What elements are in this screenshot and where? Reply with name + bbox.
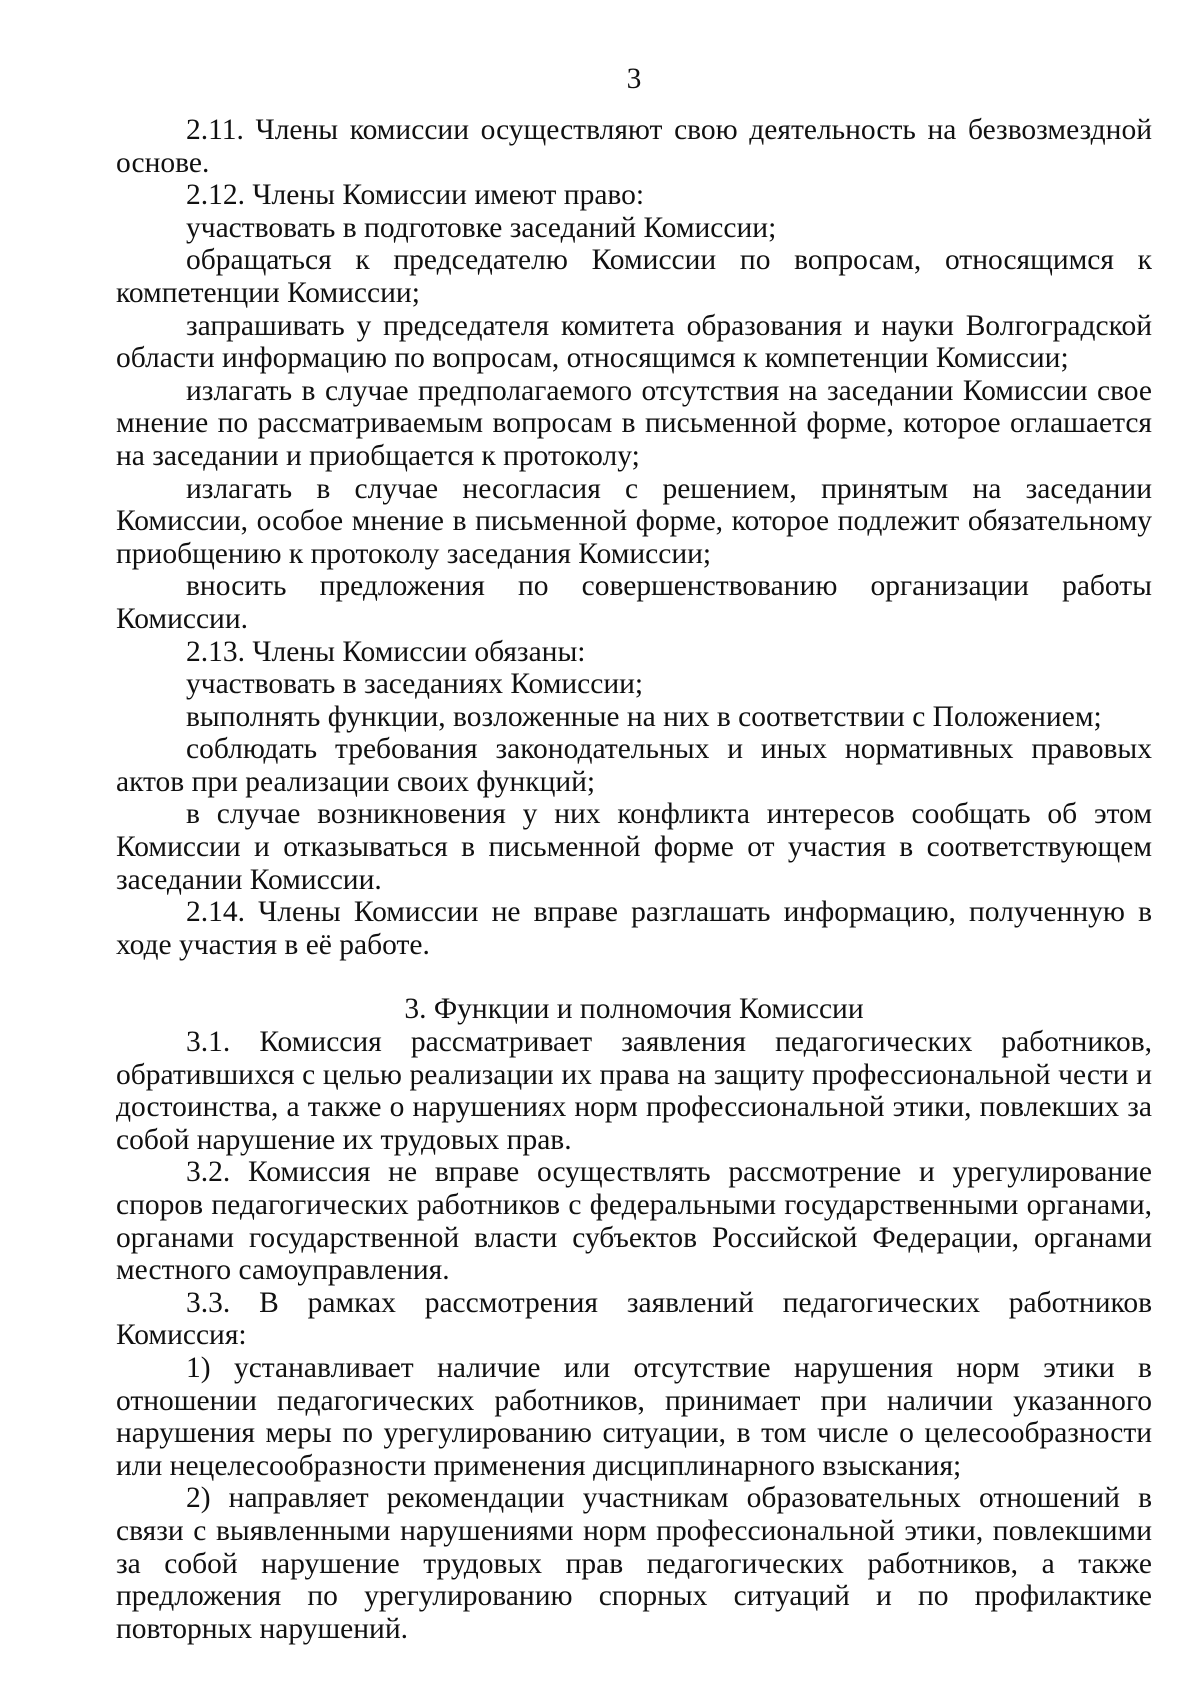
list-item: участвовать в заседаниях Комиссии; [186,668,644,701]
list-item: участвовать в подготовке заседаний Комиссии; [186,211,777,244]
list-item: 2) направляет рекомендации участникам образовательных отношений в связи с выявленными нарушениями норм профессиональной этики, повлекшими за собой нарушение трудовых прав педагогических работников, а также предложения по урегулированию спорных ситуаций и по профилактике повторных нарушений. [116,1482,1152,1645]
paragraph-3-1: 3.1. Комиссия рассматривает заявления педагогических работников, обратившихся с целью реализации их права на защиту профессиональной чести и достоинства, а также о нарушениях норм профессиональной этики, повлекших за собой нарушение их трудовых прав. [116,1026,1152,1156]
paragraph-2-14: 2.14. Члены Комиссии не вправе разглашать информацию, полученную в ходе участия в её работе. [116,896,1152,961]
list-item: 1) устанавливает наличие или отсутствие нарушения норм этики в отношении педагогических работников, принимает при наличии указанного нарушения меры по урегулированию ситуации, в том числе о целесообразности или нецелесообразности применения дисциплинарного взыскания; [116,1351,1152,1482]
list-item: в случае возникновения у них конфликта интересов сообщать об этом Комиссии и отказываться в письменной форме от участия в соответствующем заседании Комиссии. [116,798,1152,896]
paragraph-2-12: 2.12. Члены Комиссии имеют право: [186,179,645,212]
list-item: выполнять функции, возложенные на них в соответствии с Положением; [186,700,1102,733]
paragraph-3-2: 3.2. Комиссия не вправе осуществлять рассмотрение и урегулирование споров педагогических работников с федеральными государственными органами, органами государственной власти субъектов Российской Федерации, органами местного самоуправления. [116,1156,1152,1287]
list-item: соблюдать требования законодательных и иных нормативных правовых актов при реализации своих функций; [116,733,1152,798]
paragraph-3-3: 3.3. В рамках рассмотрения заявлений педагогических работников Комиссия: [116,1286,1152,1352]
list-item: запрашивать у председателя комитета образования и науки Волгоградской области информацию по вопросам, относящимся к компетенции Комиссии; [116,309,1152,375]
list-item: излагать в случае несогласия с решением, принятым на заседании Комиссии, особое мнение в письменной форме, которое подлежит обязательному приобщению к протоколу заседания Комиссии; [116,472,1152,570]
section-heading: 3. Функции и полномочия Комиссии [404,993,864,1026]
page-number: 3 [626,63,642,95]
list-item: вносить предложения по совершенствованию организации работы Комиссии. [116,570,1152,635]
list-item: обращаться к председателю Комиссии по вопросам, относящимся к компетенции Комиссии; [116,244,1152,309]
paragraph-2-11: 2.11. Члены комиссии осуществляют свою деятельность на безвозмездной основе. [116,114,1152,179]
list-item: излагать в случае предполагаемого отсутствия на заседании Комиссии свое мнение по рассматриваемым вопросам в письменной форме, которое оглашается на заседании и приобщается к протоколу; [116,374,1152,472]
document-page [116,64,1152,1645]
paragraph-2-13: 2.13. Члены Комиссии обязаны: [186,635,586,668]
